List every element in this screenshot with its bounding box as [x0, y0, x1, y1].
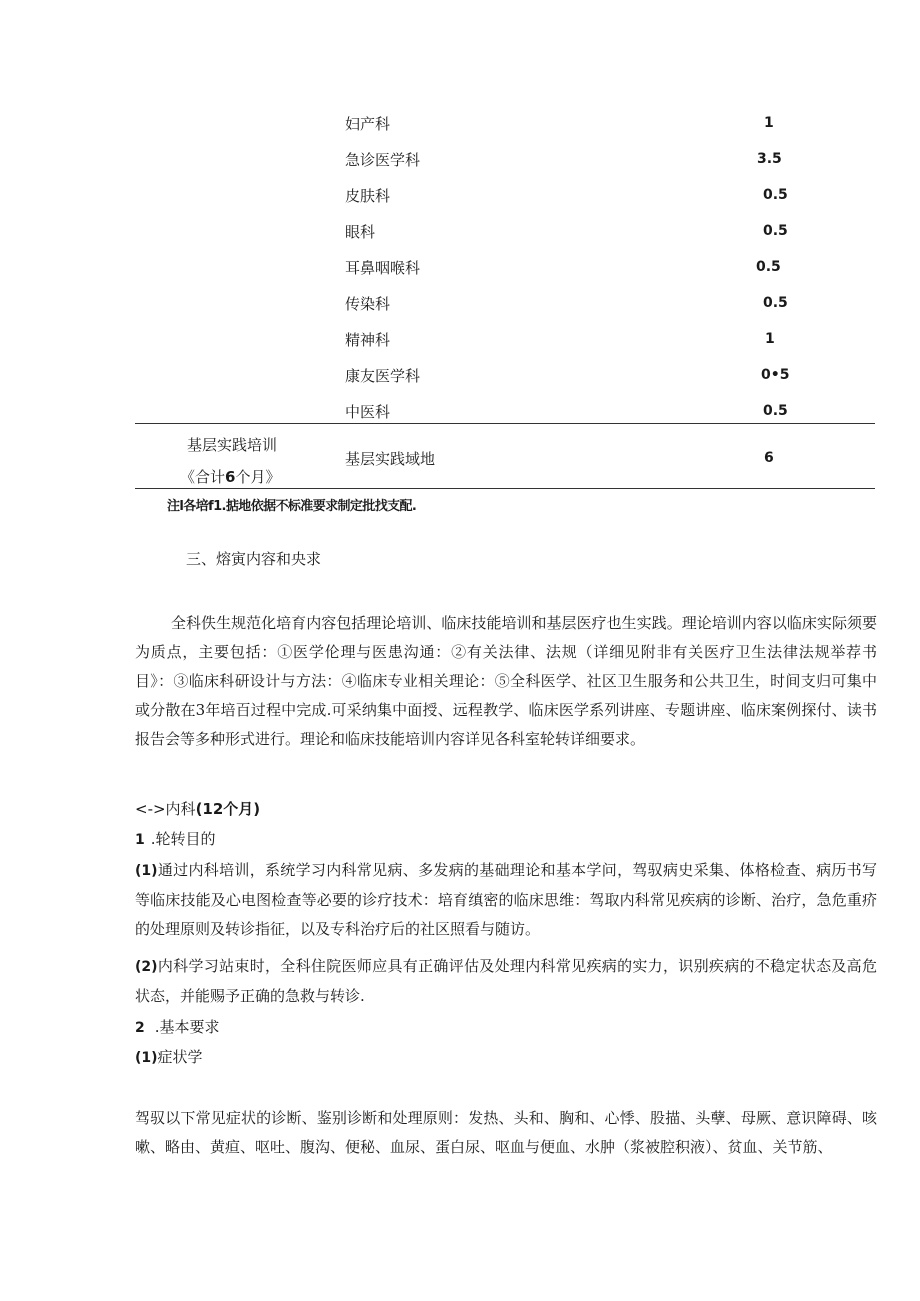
- dept-label: 皮肤科: [345, 187, 391, 205]
- table-note: 注l各培f1.掂地依据不标准要求制定批找支配.: [167, 499, 417, 514]
- body-paragraph: 驾驭以下常见症状的诊断、鉴别诊断和处理原则：发热、头和、胸和、心悸、股描、头孽、母厥、意识障碍、咳嗽、略由、黄疸、呕吐、腹沟、便秘、血尿、蛋白尿、呕血与便血、水肿（浆被腔积液）、贫血、关节筋、: [135, 1109, 877, 1156]
- dept-label: 中医科: [345, 403, 391, 421]
- table-bottom-rule: [135, 488, 875, 489]
- months-value: 3.5: [757, 151, 782, 167]
- body-paragraph: 全科佚生规范化培育内容包括理论培训、临床技能培训和基层医疗也生实践。理论培训内容以临床实际须要为质点，主要包括：①医学伦理与医患沟通：②有关法律、法规（详细见附非有关医疗卫生法律法规举荐书目》：③临床科研设计与方法：④临床专业相关理论：⑤全科医学、社区卫生服务和公共卫生，时间支归可集中或分散在3年培百过程中完成.可采纳集中面授、远程教学、临床医学系列讲座、专题讲座、临床案例探付、读书报告会等多种形式进行。理论和临床技能培训内容详见各科室轮转详细要求。: [135, 614, 877, 748]
- dept-label: 传染科: [345, 295, 391, 313]
- dept-label: 眼科: [345, 223, 376, 241]
- months-value: 0.5: [763, 403, 788, 419]
- months-value: 0.5: [763, 223, 788, 239]
- months-value: 0.5: [763, 187, 788, 203]
- months-value: 0.5: [763, 295, 788, 311]
- item-heading: 1 .轮转目的: [135, 830, 216, 848]
- category-duration: 《合计6个月》: [180, 468, 281, 486]
- dept-label: 基层实践域地: [345, 450, 436, 468]
- section-heading: 三、熔寅内容和央求: [186, 550, 322, 568]
- item-heading: 2 .基本要求: [135, 1018, 220, 1036]
- dept-label: 康友医学科: [345, 367, 421, 385]
- dept-label: 精神科: [345, 331, 391, 349]
- item-heading: (1)症状学: [135, 1048, 203, 1066]
- months-value: 6: [764, 450, 774, 466]
- months-value: 0.5: [756, 259, 781, 275]
- months-value: 1: [765, 331, 775, 347]
- months-value: 0•5: [761, 367, 790, 383]
- category-label: 基层实践培训: [187, 436, 278, 454]
- dept-label: 耳鼻咽喉科: [345, 259, 421, 277]
- body-paragraph: (2)内科学习站束时，全科住院医师应具有正确评估及处理内科常见疾病的实力，识别疾病的不稳定状态及高危状态，并能赐予正确的急救与转诊.: [135, 957, 877, 1005]
- body-paragraph: (1)通过内科培训，系统学习内科常见病、多发病的基础理论和基本学问，驾驭病史采集、体格检查、病历书写等临床技能及心电图检查等必要的诊疗技术：培育缜密的临床思维：驾取内科常见疾病的诊断、治疗，急危重疥的处理原则及转诊指征，以及专科治疗后的社区照看与随访。: [135, 861, 877, 938]
- months-value: 1: [764, 115, 774, 131]
- dept-label: 急诊医学科: [345, 151, 421, 169]
- subsection-heading: <->内科(12个月): [135, 800, 261, 818]
- table-divider: [135, 423, 875, 424]
- dept-label: 妇产科: [345, 115, 391, 133]
